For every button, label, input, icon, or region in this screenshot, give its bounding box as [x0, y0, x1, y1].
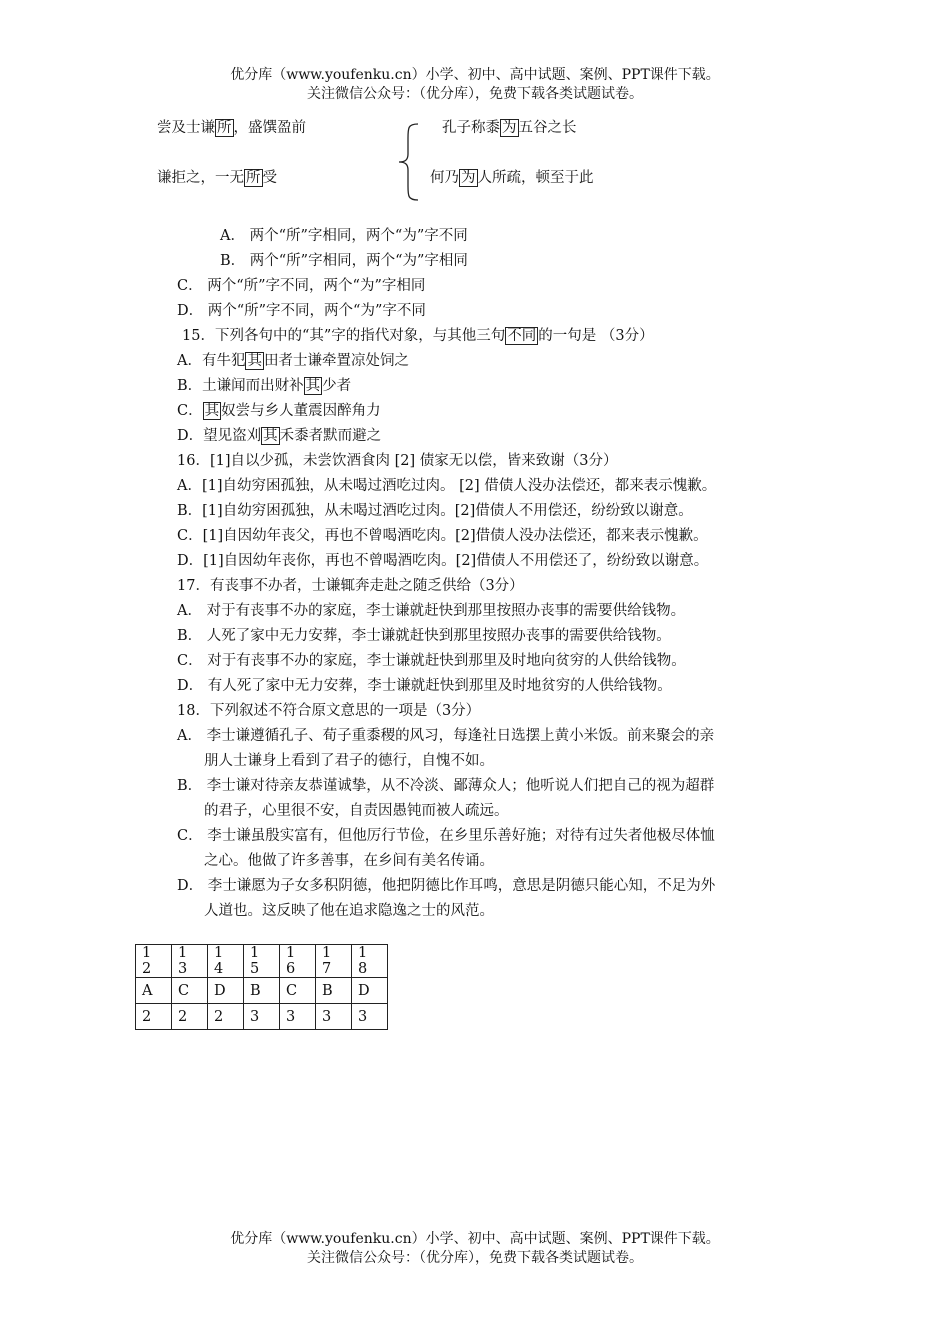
answer-table [135, 944, 388, 1030]
text: 禾黍者默而避之 [279, 428, 382, 444]
q15-option-d [177, 426, 381, 446]
text: 少者 [322, 378, 352, 394]
text: 何乃 [430, 170, 459, 186]
table-cell [172, 945, 208, 978]
answer-cell: C [280, 978, 316, 1004]
q17-stem: 17．有丧事不办者，士谦辄奔走赴之随乏供给（3分） [177, 578, 524, 594]
text: 尝及士谦 [157, 120, 215, 136]
q16-option-a: A．[1]自幼穷困孤独，从未喝过酒吃过肉。 [2] 借债人没办法偿还，都来表示愧歉。 [177, 478, 717, 494]
q17-option-a: A． 对于有丧事不办的家庭，李士谦就赶快到那里按照办丧事的需要供给钱物。 [177, 603, 686, 619]
boxed-char: 所 [246, 170, 261, 186]
score-cell: 2 [136, 1004, 172, 1030]
text: 田者士谦牵置凉处饲之 [263, 353, 409, 369]
digit: 5 [250, 961, 260, 977]
q18-option-c-line-1: C． 李士谦虽殷实富有，但他厉行节俭，在乡里乐善好施；对待有过失者他极尽体恤 [177, 828, 715, 844]
q15-stem [182, 326, 654, 346]
text: A．有牛犯 [177, 353, 246, 369]
digit: 7 [322, 961, 332, 977]
q18-option-c-line-2: 之心。他做了许多善事，在乡间有美名传诵。 [204, 853, 494, 869]
digit: 2 [142, 961, 152, 977]
q15-option-a [177, 351, 409, 371]
header-line-1: 优分库（www.youfenku.cn）小学、初中、高中试题、案例、PPT课件下载。 [230, 67, 720, 83]
table-cell [316, 945, 352, 978]
boxed-char: 其 [247, 353, 262, 369]
table-row [136, 1004, 388, 1030]
answer-cell: D [352, 978, 388, 1004]
q16-option-c: C．[1]自因幼年丧父，再也不曾喝酒吃肉。[2]借债人没办法偿还，都来表示愧歉。 [177, 528, 708, 544]
q16-option-d: D．[1]自因幼年丧你，再也不曾喝酒吃肉。[2]借债人不用偿还了，纷纷致以谢意。 [177, 553, 709, 569]
text: 奴尝与乡人董震因醉角力 [221, 403, 381, 419]
q17-option-b: B． 人死了家中无力安葬，李士谦就赶快到那里按照办丧事的需要供给钱物。 [177, 628, 671, 644]
text: 五谷之长 [518, 120, 577, 136]
text: 的一句是 （3分） [538, 328, 654, 344]
score-cell: 3 [352, 1004, 388, 1030]
score-cell: 3 [280, 1004, 316, 1030]
page-header [0, 66, 950, 104]
q18-option-a-line-2: 朋人士谦身上看到了君子的德行，自愧不如。 [204, 753, 494, 769]
q14-left-sentence-1 [157, 118, 306, 138]
q16-stem: 16．[1]自以少孤，未尝饮酒食肉 [2] 债家无以偿，皆来致谢（3分） [177, 453, 618, 469]
boxed-char: 其 [204, 403, 220, 419]
text: C． [177, 403, 203, 419]
digit: 1 [178, 945, 188, 961]
q14-option-b: B． 两个“所”字相同，两个“为”字相同 [220, 253, 468, 269]
table-cell [136, 945, 172, 978]
text: 受 [262, 170, 277, 186]
q16-option-b: B．[1]自幼穷困孤独，从未喝过酒吃过肉。[2]借债人不用偿还，纷纷致以谢意。 [177, 503, 693, 519]
text: 孔子称黍 [442, 120, 500, 136]
digit: 3 [178, 961, 188, 977]
score-cell: 2 [172, 1004, 208, 1030]
boxed-char: 为 [502, 120, 517, 136]
table-row [136, 945, 388, 978]
score-cell: 3 [244, 1004, 280, 1030]
table-cell [208, 945, 244, 978]
digit: 1 [142, 945, 152, 961]
answer-cell: B [244, 978, 280, 1004]
q14-option-d: D． 两个“所”字不同，两个“为”字不同 [177, 303, 426, 319]
q18-stem: 18．下列叙述不符合原文意思的一项是（3分） [177, 703, 481, 719]
header-line-2: 关注微信公众号：（优分库），免费下载各类试题试卷。 [307, 86, 643, 102]
q18-option-d-line-1: D． 李士谦愿为子女多积阴德，他把阴德比作耳鸣，意思是阴德只能心知，不足为外 [177, 878, 716, 894]
q14-right-sentence-1 [442, 118, 577, 138]
score-cell: 2 [208, 1004, 244, 1030]
digit: 8 [358, 961, 368, 977]
q15-option-b [177, 376, 351, 396]
text: 15．下列各句中的“其”字的指代对象，与其他三句 [182, 328, 506, 344]
answer-cell: B [316, 978, 352, 1004]
answer-cell: D [208, 978, 244, 1004]
text: ，盛馔盈前 [233, 120, 306, 136]
digit: 1 [286, 945, 296, 961]
text: 人所疏，顿至于此 [477, 170, 594, 186]
digit: 4 [214, 961, 224, 977]
table-cell [352, 945, 388, 978]
boxed-char: 为 [461, 170, 476, 186]
page-footer [0, 1230, 950, 1268]
answer-cell: C [172, 978, 208, 1004]
q15-option-c [177, 401, 381, 421]
q17-option-d: D． 有人死了家中无力安葬，李士谦就赶快到那里及时地贫穷的人供给钱物。 [177, 678, 672, 694]
q14-right-sentence-2 [430, 168, 594, 188]
digit: 6 [286, 961, 296, 977]
answer-cell: A [136, 978, 172, 1004]
digit: 1 [358, 945, 368, 961]
text: D．望见盗刈 [177, 428, 262, 444]
digit: 1 [322, 945, 332, 961]
digit: 1 [250, 945, 260, 961]
q14-option-c: C． 两个“所”字不同，两个“为”字相同 [177, 278, 426, 294]
footer-line-2: 关注微信公众号：（优分库），免费下载各类试题试卷。 [307, 1250, 643, 1266]
q17-option-c: C． 对于有丧事不办的家庭，李士谦就赶快到那里及时地向贫穷的人供给钱物。 [177, 653, 686, 669]
footer-line-1: 优分库（www.youfenku.cn）小学、初中、高中试题、案例、PPT课件下载。 [230, 1231, 720, 1247]
text: B．土谦闻而出财补 [177, 378, 304, 394]
q14-option-a: A． 两个“所”字相同，两个“为”字不同 [220, 228, 468, 244]
boxed-char: 所 [217, 120, 232, 136]
boxed-char: 其 [263, 428, 278, 444]
digit: 1 [214, 945, 224, 961]
q18-option-b-line-2: 的君子，心里很不安，自责因愚钝而被人疏远。 [204, 803, 509, 819]
q18-option-a-line-1: A． 李士谦遵循孔子、荀子重黍稷的风习，每逢社日选摆上黄小米饭。前来聚会的亲 [177, 728, 715, 744]
q18-option-b-line-1: B． 李士谦对待亲友恭谨诚挚，从不冷淡、鄙薄众人；他听说人们把自己的视为超群 [177, 778, 715, 794]
text: 谦拒之，一无 [157, 170, 244, 186]
curly-brace-icon [396, 122, 422, 202]
boxed-text: 不同 [507, 328, 537, 344]
score-cell: 3 [316, 1004, 352, 1030]
table-cell [280, 945, 316, 978]
q18-option-d-line-2: 人道也。这反映了他在追求隐逸之士的风范。 [204, 903, 494, 919]
boxed-char: 其 [305, 378, 321, 394]
table-row [136, 978, 388, 1004]
table-cell [244, 945, 280, 978]
q14-left-sentence-2 [157, 168, 277, 188]
